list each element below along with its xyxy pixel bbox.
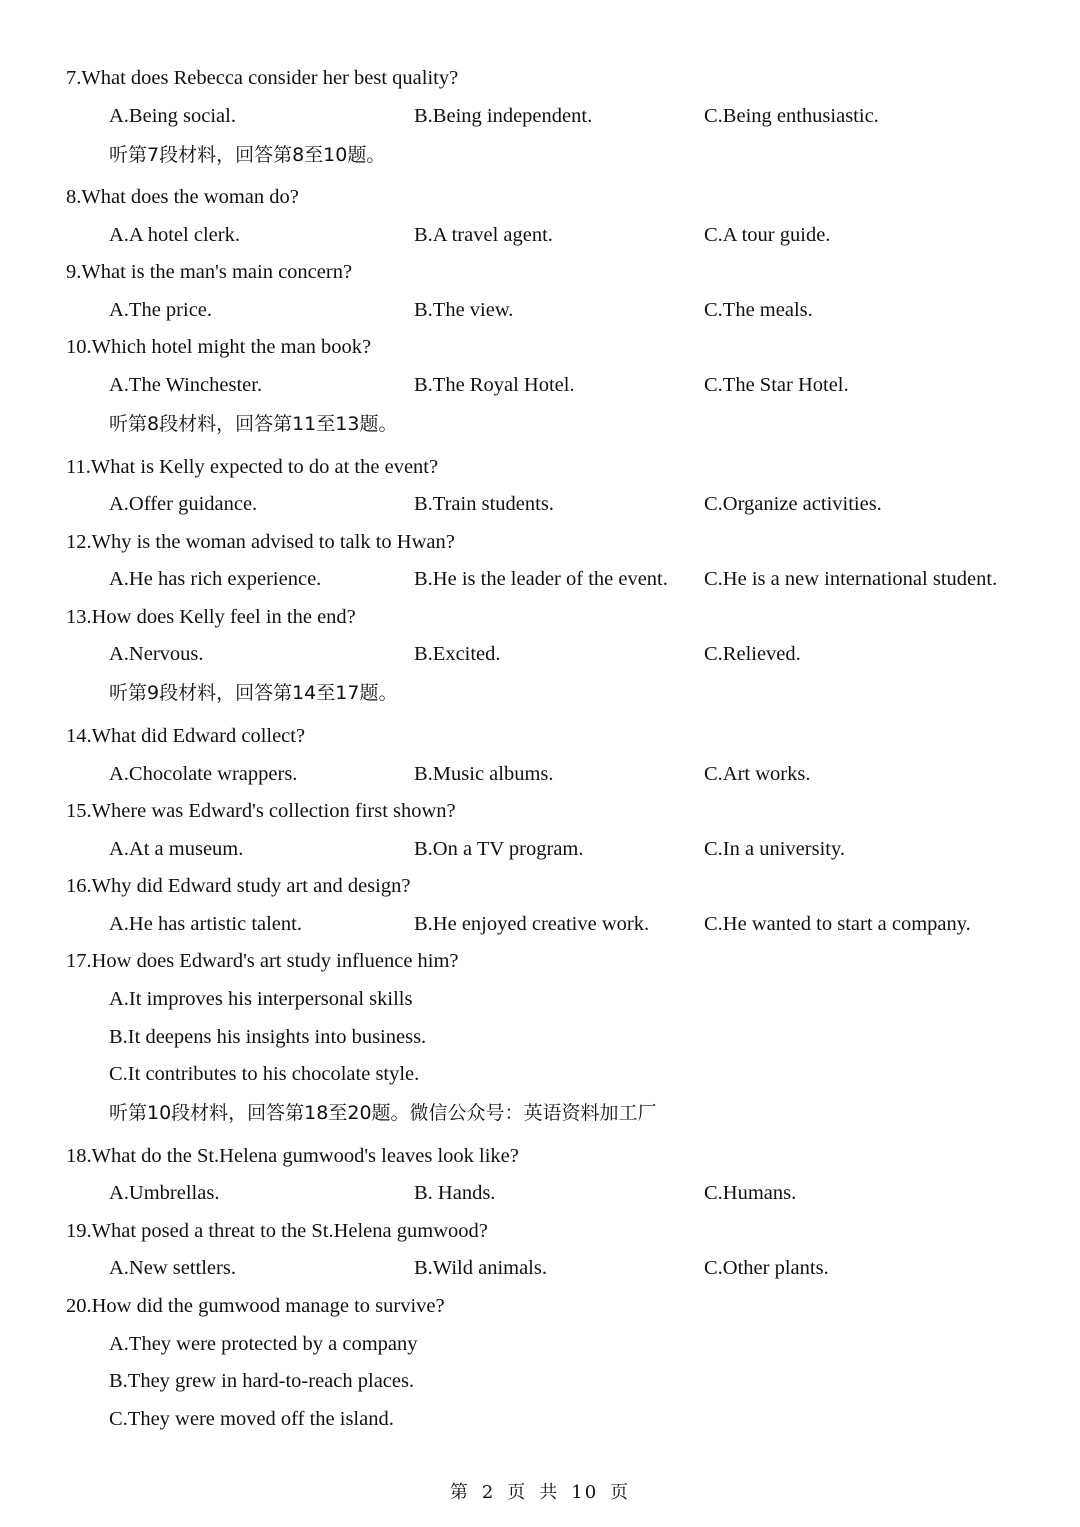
question-15: 15.Where was Edward's collection first shown? [66, 800, 456, 822]
q13-option-a: A.Nervous. [109, 643, 204, 665]
footer-di: 第 [449, 1482, 470, 1503]
q12-option-b: B.He is the leader of the event. [414, 568, 668, 590]
question-17: 17.How does Edward's art study influence him? [66, 950, 459, 972]
section-9-instruction: 听第9段材料，回答第14至17题。 [109, 682, 398, 704]
q9-option-a: A.The price. [109, 299, 213, 321]
question-12: 12.Why is the woman advised to talk to Hwan? [66, 531, 455, 553]
q16-option-c: C.He wanted to start a company. [704, 913, 971, 935]
q14-option-b: B.Music albums. [414, 763, 554, 785]
q15-option-b: B.On a TV program. [414, 838, 584, 860]
question-19: 19.What posed a threat to the St.Helena gumwood? [66, 1220, 488, 1242]
question-18: 18.What do the St.Helena gumwood's leaves look like? [66, 1145, 519, 1167]
q20-option-b: B.They grew in hard-to-reach places. [109, 1370, 415, 1392]
question-14: 14.What did Edward collect? [66, 725, 306, 747]
section-10-instruction: 听第10段材料，回答第18至20题。微信公众号：英语资料加工厂 [109, 1102, 657, 1124]
q7-option-c: C.Being enthusiastic. [704, 105, 879, 127]
question-16: 16.Why did Edward study art and design? [66, 875, 411, 897]
q14-option-a: A.Chocolate wrappers. [109, 763, 298, 785]
q10-option-a: A.The Winchester. [109, 374, 263, 396]
q17-option-b: B.It deepens his insights into business. [109, 1026, 427, 1048]
footer-gong: 共 [539, 1482, 560, 1503]
q11-option-c: C.Organize activities. [704, 493, 882, 515]
question-7: 7.What does Rebecca consider her best quality? [66, 67, 459, 89]
question-8: 8.What does the woman do? [66, 186, 299, 208]
section-7-instruction: 听第7段材料，回答第8至10题。 [109, 144, 386, 166]
q12-option-a: A.He has rich experience. [109, 568, 322, 590]
footer-total-pages: 10 [571, 1482, 599, 1503]
q19-option-a: A.New settlers. [109, 1257, 236, 1279]
q17-option-a: A.It improves his interpersonal skills [109, 988, 413, 1010]
q11-option-a: A.Offer guidance. [109, 493, 258, 515]
question-11: 11.What is Kelly expected to do at the event? [66, 456, 439, 478]
q19-option-b: B.Wild animals. [414, 1257, 547, 1279]
section-8-instruction: 听第8段材料，回答第11至13题。 [109, 413, 398, 435]
question-20: 20.How did the gumwood manage to survive? [66, 1295, 445, 1317]
q8-option-c: C.A tour guide. [704, 224, 831, 246]
question-13: 13.How does Kelly feel in the end? [66, 606, 356, 628]
q8-option-a: A.A hotel clerk. [109, 224, 240, 246]
q13-option-c: C.Relieved. [704, 643, 801, 665]
q7-option-a: A.Being social. [109, 105, 236, 127]
q13-option-b: B.Excited. [414, 643, 501, 665]
q9-option-c: C.The meals. [704, 299, 813, 321]
footer-ye-end: 页 [610, 1482, 631, 1503]
q14-option-c: C.Art works. [704, 763, 811, 785]
q19-option-c: C.Other plants. [704, 1257, 829, 1279]
q18-option-b: B. Hands. [414, 1182, 496, 1204]
q18-option-c: C.Humans. [704, 1182, 797, 1204]
q10-option-b: B.The Royal Hotel. [414, 374, 575, 396]
q20-option-c: C.They were moved off the island. [109, 1408, 394, 1430]
q15-option-a: A.At a museum. [109, 838, 244, 860]
q17-option-c: C.It contributes to his chocolate style. [109, 1063, 420, 1085]
footer-ye: 页 [507, 1482, 528, 1503]
q8-option-b: B.A travel agent. [414, 224, 553, 246]
q16-option-b: B.He enjoyed creative work. [414, 913, 650, 935]
q20-option-a: A.They were protected by a company [109, 1333, 418, 1355]
q12-option-c: C.He is a new international student. [704, 568, 998, 590]
q7-option-b: B.Being independent. [414, 105, 593, 127]
q16-option-a: A.He has artistic talent. [109, 913, 302, 935]
footer-page-number: 2 [481, 1482, 496, 1503]
q11-option-b: B.Train students. [414, 493, 554, 515]
q15-option-c: C.In a university. [704, 838, 846, 860]
q10-option-c: C.The Star Hotel. [704, 374, 849, 396]
page-footer [0, 1478, 1080, 1504]
q9-option-b: B.The view. [414, 299, 514, 321]
question-10: 10.Which hotel might the man book? [66, 336, 372, 358]
q18-option-a: A.Umbrellas. [109, 1182, 220, 1204]
question-9: 9.What is the man's main concern? [66, 261, 353, 283]
